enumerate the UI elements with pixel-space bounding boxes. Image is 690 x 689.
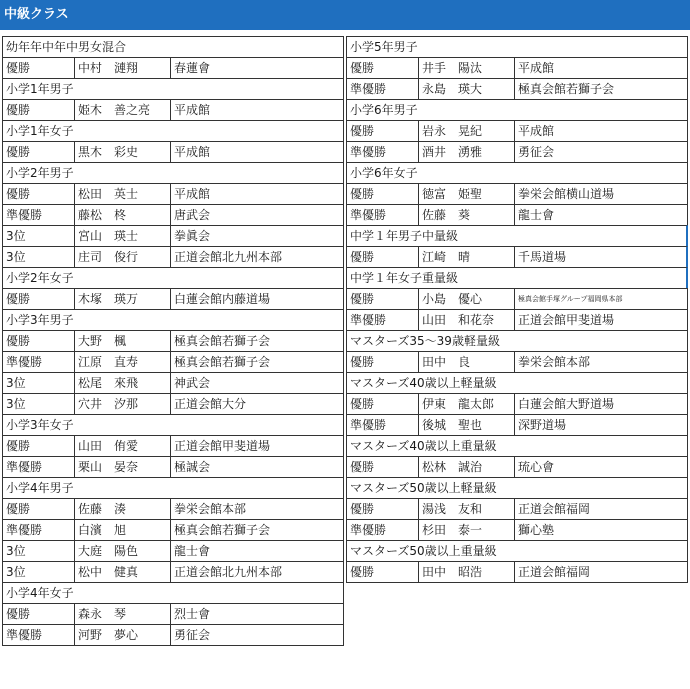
rank-cell: 優勝 [3,100,75,120]
name-cell: 穴井 汐那 [75,394,171,414]
dojo-cell: 龍士會 [174,544,211,558]
rank-cell: 優勝 [3,184,75,204]
result-row [346,120,688,142]
result-row [346,351,688,373]
rank-cell: 準優勝 [3,457,75,477]
result-row [2,393,344,415]
category-row [346,477,688,499]
rank-cell: 準優勝 [347,520,419,540]
rank-cell: 優勝 [347,562,419,582]
dojo-cell: 唐武会 [174,208,211,222]
rank-cell: 3位 [3,226,75,246]
result-row [2,372,344,394]
rank-cell: 準優勝 [347,79,419,99]
category-label: マスターズ50歳以上軽量級 [350,481,497,495]
name-cell: 松田 英士 [75,184,171,204]
name-cell: 黒木 彩史 [75,142,171,162]
dojo-cell: 平成館 [174,103,211,117]
category-row [346,162,688,184]
name-cell: 栗山 晏奈 [75,457,171,477]
dojo-cell: 春蓮會 [174,61,211,75]
category-row [346,372,688,394]
result-row [346,141,688,163]
category-row [2,120,344,142]
category-label: 小学4年女子 [6,586,74,600]
name-cell: 松尾 來飛 [75,373,171,393]
category-row [346,99,688,121]
category-row [346,330,688,352]
result-row [2,624,344,646]
dojo-cell: 極真会館若獅子会 [174,334,271,348]
name-cell: 河野 夢心 [75,625,171,645]
dojo-cell: 正道会館北九州本部 [174,250,283,264]
name-cell: 宮山 瑛士 [75,226,171,246]
name-cell: 伊東 龍太郎 [419,394,515,414]
name-cell: 杉田 泰一 [419,520,515,540]
result-row [346,246,688,268]
rank-cell: 優勝 [347,499,419,519]
category-row [346,540,688,562]
result-row [2,57,344,79]
result-row [346,393,688,415]
dojo-cell: 極真会館若獅子会 [174,355,271,369]
rank-cell: 準優勝 [347,142,419,162]
rank-cell: 優勝 [347,289,419,309]
category-row [2,36,344,58]
category-label: マスターズ35〜39歳軽量級 [350,334,500,348]
name-cell: 田中 良 [419,352,515,372]
dojo-cell: 平成館 [518,124,555,138]
result-row [346,456,688,478]
rank-cell: 優勝 [347,457,419,477]
category-label: 幼年年中年中男女混合 [6,40,127,54]
rank-cell: 準優勝 [347,205,419,225]
dojo-cell: 龍士會 [518,208,555,222]
dojo-cell: 深野道場 [518,418,567,432]
dojo-cell: 烈士會 [174,607,211,621]
result-row [346,498,688,520]
name-cell: 佐藤 葵 [419,205,515,225]
name-cell: 酒井 湧雅 [419,142,515,162]
name-cell: 山田 侑愛 [75,436,171,456]
name-cell: 小島 優心 [419,289,515,309]
result-row [346,183,688,205]
name-cell: 山田 和花奈 [419,310,515,330]
result-row [346,561,688,583]
dojo-cell: 琉心會 [518,460,555,474]
name-cell: 藤松 柊 [75,205,171,225]
category-row [346,435,688,457]
name-cell: 岩永 晃紀 [419,121,515,141]
rank-cell: 優勝 [347,58,419,78]
category-row [2,477,344,499]
dojo-cell: 正道会館福岡 [518,565,591,579]
rank-cell: 優勝 [3,436,75,456]
category-label: マスターズ50歳以上重量級 [350,544,497,558]
result-row [2,99,344,121]
result-row [2,603,344,625]
name-cell: 白濱 旭 [75,520,171,540]
category-label: 中学１年男子中量級 [350,229,459,243]
result-row [2,498,344,520]
category-row [2,78,344,100]
name-cell: 佐藤 湊 [75,499,171,519]
name-cell: 江崎 晴 [419,247,515,267]
category-row [346,225,688,247]
result-row [2,456,344,478]
name-cell: 徳富 姫聖 [419,184,515,204]
name-cell: 永島 瑛大 [419,79,515,99]
dojo-cell: 正道会館北九州本部 [174,565,283,579]
name-cell: 湯浅 友和 [419,499,515,519]
dojo-cell: 勇征会 [174,628,211,642]
category-label: 小学3年女子 [6,418,74,432]
rank-cell: 準優勝 [347,310,419,330]
category-label: 小学1年女子 [6,124,74,138]
name-cell: 江原 直寿 [75,352,171,372]
name-cell: 田中 昭浩 [419,562,515,582]
rank-cell: 優勝 [347,184,419,204]
name-cell: 松中 健真 [75,562,171,582]
dojo-cell: 平成館 [174,187,211,201]
category-label: 小学3年男子 [6,313,74,327]
category-label: マスターズ40歳以上重量級 [350,439,497,453]
category-label: 小学2年男子 [6,166,74,180]
category-row [2,582,344,604]
category-label: マスターズ40歳以上軽量級 [350,376,497,390]
rank-cell: 優勝 [347,247,419,267]
rank-cell: 準優勝 [3,205,75,225]
right-results-table [346,36,688,583]
dojo-cell: 神武会 [174,376,211,390]
dojo-cell: 正道会館甲斐道場 [518,313,615,327]
rank-cell: 3位 [3,373,75,393]
name-cell: 井手 陽汰 [419,58,515,78]
rank-cell: 優勝 [347,352,419,372]
result-row [2,435,344,457]
result-row [2,540,344,562]
name-cell: 木塚 瑛万 [75,289,171,309]
name-cell: 大庭 陽色 [75,541,171,561]
rank-cell: 優勝 [347,394,419,414]
dojo-cell: 勇征会 [518,145,555,159]
category-label: 小学6年男子 [350,103,418,117]
category-row [2,267,344,289]
rank-cell: 準優勝 [3,520,75,540]
category-label: 小学1年男子 [6,82,74,96]
rank-cell: 優勝 [3,331,75,351]
dojo-cell: 拳栄会館本部 [518,355,591,369]
result-row [2,141,344,163]
rank-cell: 優勝 [347,121,419,141]
result-row [2,519,344,541]
dojo-cell: 拳眞会 [174,229,211,243]
rank-cell: 3位 [3,562,75,582]
name-cell: 姫木 善之亮 [75,100,171,120]
dojo-cell: 極真会館手塚グループ福岡県本部 [518,295,623,303]
rank-cell: 優勝 [3,604,75,624]
result-row [346,309,688,331]
rank-cell: 3位 [3,394,75,414]
result-row [2,288,344,310]
left-results-table [2,36,344,646]
result-row [2,561,344,583]
name-cell: 中村 漣翔 [75,58,171,78]
dojo-cell: 正道会館福岡 [518,502,591,516]
dojo-cell: 極真会館若獅子会 [174,523,271,537]
rank-cell: 優勝 [3,142,75,162]
dojo-cell: 極誠会 [174,460,211,474]
dojo-cell: 正道会館甲斐道場 [174,439,271,453]
dojo-cell: 極真会館若獅子会 [518,82,615,96]
rank-cell: 優勝 [3,289,75,309]
dojo-cell: 獅心塾 [518,523,555,537]
rank-cell: 3位 [3,541,75,561]
result-row [2,225,344,247]
rank-cell: 優勝 [3,58,75,78]
category-row [2,162,344,184]
dojo-cell: 白蓮会館内藤道場 [174,292,271,306]
category-row [2,414,344,436]
category-label: 小学5年男子 [350,40,418,54]
section-header: 中級クラス [0,0,690,30]
name-cell: 松林 誠治 [419,457,515,477]
dojo-cell: 拳栄会館横山道場 [518,187,615,201]
category-row [346,36,688,58]
dojo-cell: 正道会館大分 [174,397,247,411]
dojo-cell: 拳栄会館本部 [174,502,247,516]
result-row [346,519,688,541]
result-row [346,288,688,310]
rank-cell: 準優勝 [3,352,75,372]
name-cell: 大野 楓 [75,331,171,351]
name-cell: 後城 聖也 [419,415,515,435]
result-row [346,78,688,100]
result-row [2,204,344,226]
dojo-cell: 平成館 [518,61,555,75]
category-label: 小学6年女子 [350,166,418,180]
dojo-cell: 千馬道場 [518,250,567,264]
rank-cell: 3位 [3,247,75,267]
rank-cell: 準優勝 [3,625,75,645]
result-row [346,57,688,79]
name-cell: 森永 琴 [75,604,171,624]
result-row [346,414,688,436]
result-row [2,183,344,205]
category-row [346,267,688,289]
result-row [2,246,344,268]
result-row [2,330,344,352]
category-label: 小学4年男子 [6,481,74,495]
category-row [2,309,344,331]
rank-cell: 優勝 [3,499,75,519]
category-label: 中学１年女子重量級 [350,271,459,285]
rank-cell: 準優勝 [347,415,419,435]
dojo-cell: 平成館 [174,145,211,159]
category-label: 小学2年女子 [6,271,74,285]
result-row [346,204,688,226]
result-row [2,351,344,373]
name-cell: 庄司 俊行 [75,247,171,267]
dojo-cell: 白蓮会館大野道場 [518,397,615,411]
